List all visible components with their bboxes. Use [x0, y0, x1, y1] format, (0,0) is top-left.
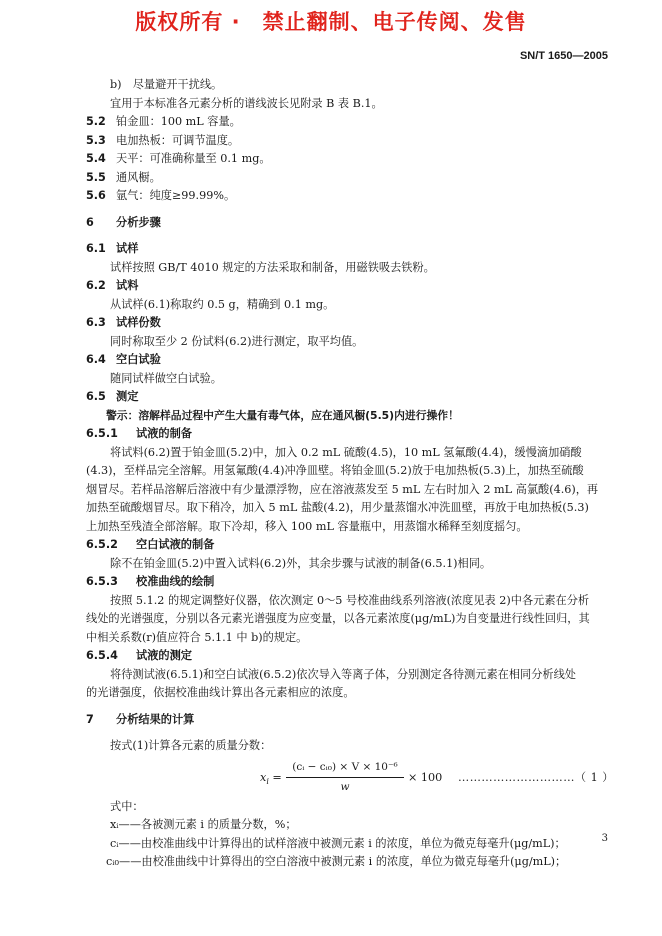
clause-title: 试样份数: [116, 316, 161, 329]
formula-numerator: (cᵢ − cᵢ₀) × V × 10⁻⁶: [286, 758, 404, 779]
clause-6-5-4-heading: [86, 647, 602, 666]
clause-title: 空白试液的制备: [136, 538, 215, 551]
list-item-b: b) 尽量避开干扰线。: [110, 78, 223, 91]
paragraph-line: 加热至硫酸烟冒尽。取下稍冷，加入 5 mL 盐酸(4.2)，用少量蒸馏水冲洗皿壁，再放于电加热板(5.3): [86, 501, 589, 514]
formula-fraction: [286, 758, 404, 797]
clause-6-5-1-heading: [86, 425, 602, 444]
clause-6-4-body: 随同试样做空白试验。: [110, 371, 222, 385]
paragraph-line: 将试料(6.2)置于铂金皿(5.2)中，加入 0.2 mL 硫酸(4.5)，10 mL 氢氟酸(4.4)，缓慢滴加硝酸: [110, 445, 582, 459]
paragraph-line: 中相关系数(r)值应符合 5.1.1 中 b)的规定。: [86, 630, 308, 644]
clause-6-4-heading: [86, 351, 602, 370]
formula-multiplier: × 100: [408, 770, 443, 784]
clause-number: 6.5.3: [86, 575, 118, 588]
formula-equals: =: [268, 770, 282, 784]
definition-ci: cᵢ——由校准曲线中计算得出的试样溶液中被测元素 i 的浓度，单位为微克每毫升(μg/mL)；: [110, 836, 566, 850]
clause-number: 5.5: [86, 170, 106, 184]
formula-1: [86, 758, 614, 798]
clause-text: 氩气：纯度≥99.99%。: [116, 189, 236, 202]
definition-ci0: cᵢ₀——由校准曲线中计算得出的空白溶液中被测元素 i 的浓度，单位为微克每毫升(μg/mL)；: [106, 855, 567, 868]
clause-6-1-heading: [86, 240, 602, 259]
paragraph-line: 线处的光谱强度，分别以各元素光谱强度为应变量，以各元素浓度(μg/mL)为自变量进行线性回归，其: [86, 612, 590, 625]
clause-text: 电加热板：可调节温度。: [116, 133, 240, 147]
clause-number: 5.6: [86, 189, 106, 202]
clause-6-5-heading: [86, 388, 602, 407]
clause-number: 6.1: [86, 242, 106, 255]
warning-text: 警示：溶解样品过程中产生大量有毒气体，应在通风橱(5.5)内进行操作！: [106, 408, 459, 422]
clause-6-5-3-heading: [86, 573, 602, 592]
formula-number: …………………………（ 1 ）: [458, 770, 614, 784]
paragraph-line: 将待测试液(6.5.1)和空白试液(6.5.2)依次导入等离子体，分别测定各待测元素在相同分析线处: [110, 667, 576, 681]
formula-denominator: w: [340, 781, 350, 793]
clause-title: 试样: [116, 242, 139, 255]
clause-number: 6.2: [86, 279, 106, 292]
clause-title: 试液的制备: [136, 427, 192, 440]
formula-lhs: [260, 769, 282, 792]
clause-number: 5.3: [86, 133, 106, 147]
clause-6-3-heading: [86, 314, 602, 333]
clause-5-3: [86, 132, 602, 151]
clause-number: 5.4: [86, 152, 106, 165]
section-number: 7: [86, 712, 94, 726]
clause-number: 6.4: [86, 353, 106, 366]
clause-number: 6.5.1: [86, 427, 118, 440]
clause-5-5: [86, 169, 602, 188]
clause-5-6: [86, 187, 602, 206]
standard-number: SN/T 1650—2005: [519, 50, 608, 62]
section-title: 分析结果的计算: [116, 712, 195, 726]
paragraph-line: 烟冒尽。若样品溶解后溶液中有少量漂浮物，应在溶液蒸发至 5 mL 左右时加入 2 mL 高氯酸(4.6)，再: [86, 482, 599, 496]
paragraph-line: (4.3)，至样品完全溶解。用氢氟酸(4.4)冲净皿壁。将铂金皿(5.2)放于电加热板(5.3)上，加热至硫酸: [86, 464, 584, 477]
clause-number: 6.5: [86, 390, 106, 403]
clause-number: 6.5.2: [86, 538, 118, 551]
clause-title: 测定: [116, 390, 139, 403]
clause-title: 试液的测定: [136, 649, 192, 662]
section-7-heading: [86, 711, 602, 730]
paragraph-ref: 宜用于本标准各元素分析的谱线波长见附录 B 表 B.1。: [110, 96, 383, 110]
document-body: [86, 76, 614, 872]
clause-6-5-2-heading: [86, 536, 602, 555]
clause-text: 天平：可准确称量至 0.1 mg。: [116, 152, 271, 165]
clause-6-3-body: 同时称取至少 2 份试料(6.2)进行测定，取平均值。: [110, 334, 364, 348]
clause-text: 通风橱。: [116, 170, 161, 184]
clause-6-2-heading: [86, 277, 602, 296]
formula-lhs-sub: i: [266, 776, 269, 786]
paragraph-line: 按照 5.1.2 的规定调整好仪器，依次测定 0～5 号校准曲线系列溶液(浓度见表 2)中各元素在分析: [110, 593, 590, 607]
paragraph-line: 上加热至残渣全部溶解。取下冷却，移入 100 mL 容量瓶中，用蒸馏水稀释至刻度摇匀。: [86, 519, 528, 533]
paragraph-line: 按式(1)计算各元素的质量分数：: [110, 739, 272, 752]
section-number: 6: [86, 215, 94, 229]
clause-title: 试料: [116, 279, 139, 292]
where-label: 式中：: [110, 799, 144, 813]
clause-number: 5.2: [86, 115, 106, 128]
paragraph-line: 的光谱强度，依据校准曲线计算出各元素相应的浓度。: [86, 686, 355, 699]
clause-number: 6.3: [86, 316, 106, 329]
clause-5-4: [86, 150, 602, 169]
clause-title: 校准曲线的绘制: [136, 575, 215, 588]
clause-title: 空白试验: [116, 353, 161, 366]
page-number: 3: [601, 833, 608, 844]
clause-text: 铂金皿：100 mL 容量。: [116, 115, 241, 128]
section-title: 分析步骤: [116, 215, 161, 229]
section-6-heading: [86, 214, 602, 233]
clause-number: 6.5.4: [86, 649, 118, 662]
clause-5-2: [86, 113, 602, 132]
formula-lhs-var: x: [260, 770, 267, 784]
watermark: 版权所有 · 禁止翻制、电子传阅、发售: [135, 10, 527, 34]
clause-6-1-body: 试样按照 GB/T 4010 规定的方法采取和制备，用磁铁吸去铁粉。: [110, 260, 435, 274]
definition-xi: xᵢ——各被测元素 i 的质量分数，%；: [110, 818, 297, 831]
paragraph-line: 除不在铂金皿(5.2)中置入试料(6.2)外，其余步骤与试液的制备(6.5.1)相同。: [110, 556, 492, 570]
clause-6-2-body: 从试样(6.1)称取约 0.5 g，精确到 0.1 mg。: [110, 297, 335, 311]
